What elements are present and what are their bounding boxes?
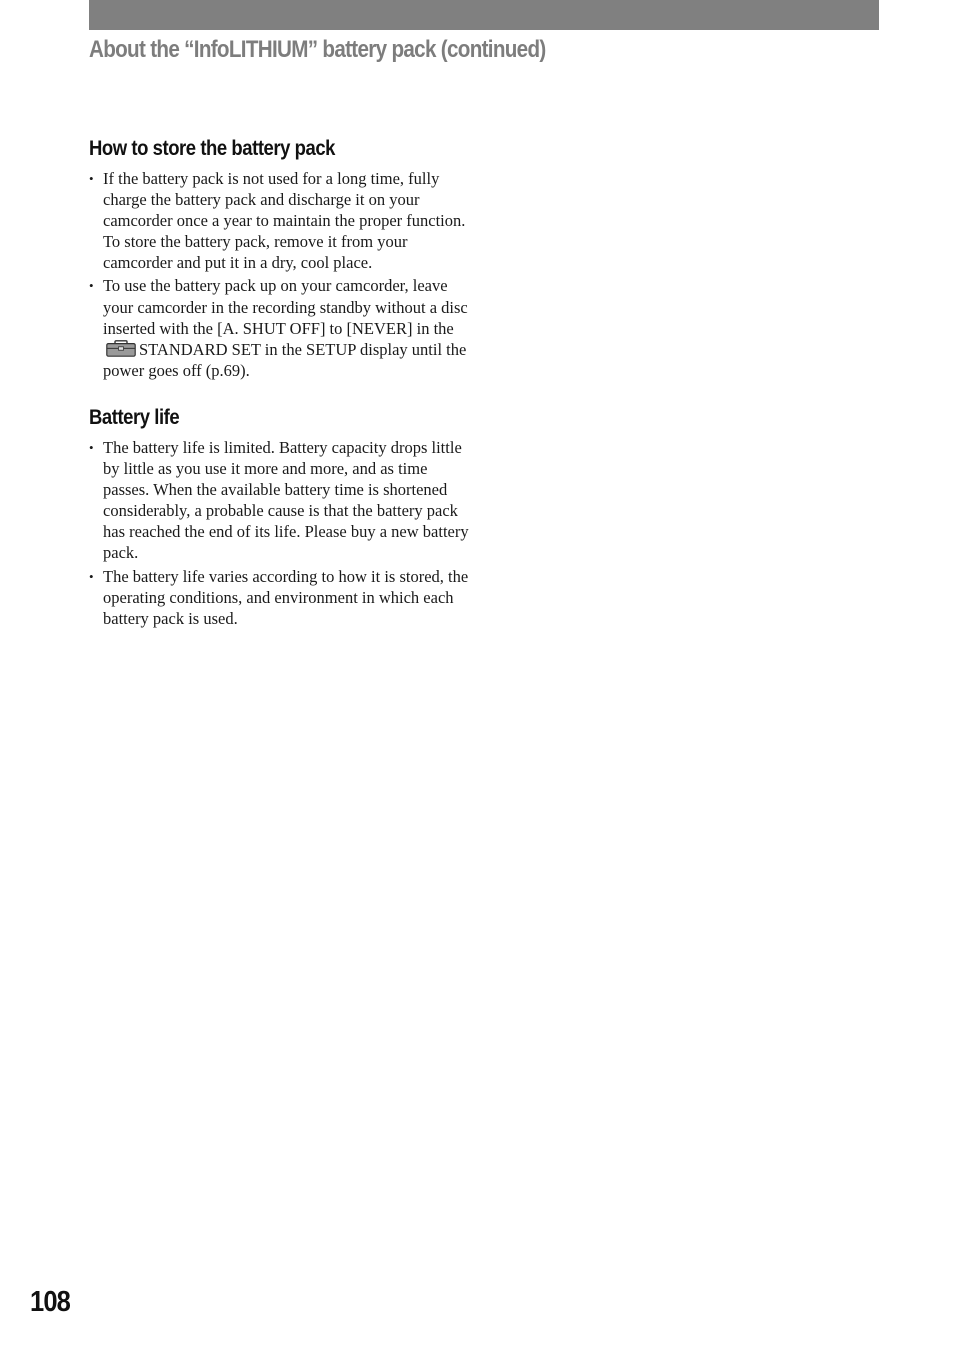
- header-bar: [89, 0, 879, 30]
- list-item: [89, 275, 469, 380]
- list-item: • If the battery pack is not used for a long time, fully charge the battery pack and discharge it on your camcorder once a year to maintain the proper function. To store the battery pack, remove it from your camcorder and put it in a dry, cool place.: [89, 168, 469, 273]
- list-item: • The battery life is limited. Battery capacity drops little by little as you use it more and more, and as time passes. When the available battery time is shortened considerably, a probable cause is that the battery pack has reached the end of its life. Please buy a new battery pack.: [89, 437, 469, 564]
- storage-bullet-list: [89, 168, 469, 381]
- section-heading-battery-life: Battery life: [89, 405, 180, 429]
- page-number: 108: [30, 1286, 70, 1318]
- toolbox-icon: [106, 340, 136, 357]
- battery-life-bullet-list: [89, 437, 469, 629]
- list-item: • The battery life varies according to how it is stored, the operating conditions, and environment in which each battery pack is used.: [89, 566, 469, 629]
- section-heading-storage: How to store the battery pack: [89, 137, 336, 160]
- page-title: About the “InfoLITHIUM” battery pack (continued): [89, 36, 546, 63]
- bullet-text-before-icon: To use the battery pack up on your camcorder, leave your camcorder in the recording standby without a disc inserted with the [A. SHUT OFF] to [NEVER] in the: [103, 276, 468, 338]
- content-column: [89, 134, 469, 631]
- bullet-text-after-icon: STANDARD SET in the SETUP display until the power goes off (p.69).: [103, 339, 467, 380]
